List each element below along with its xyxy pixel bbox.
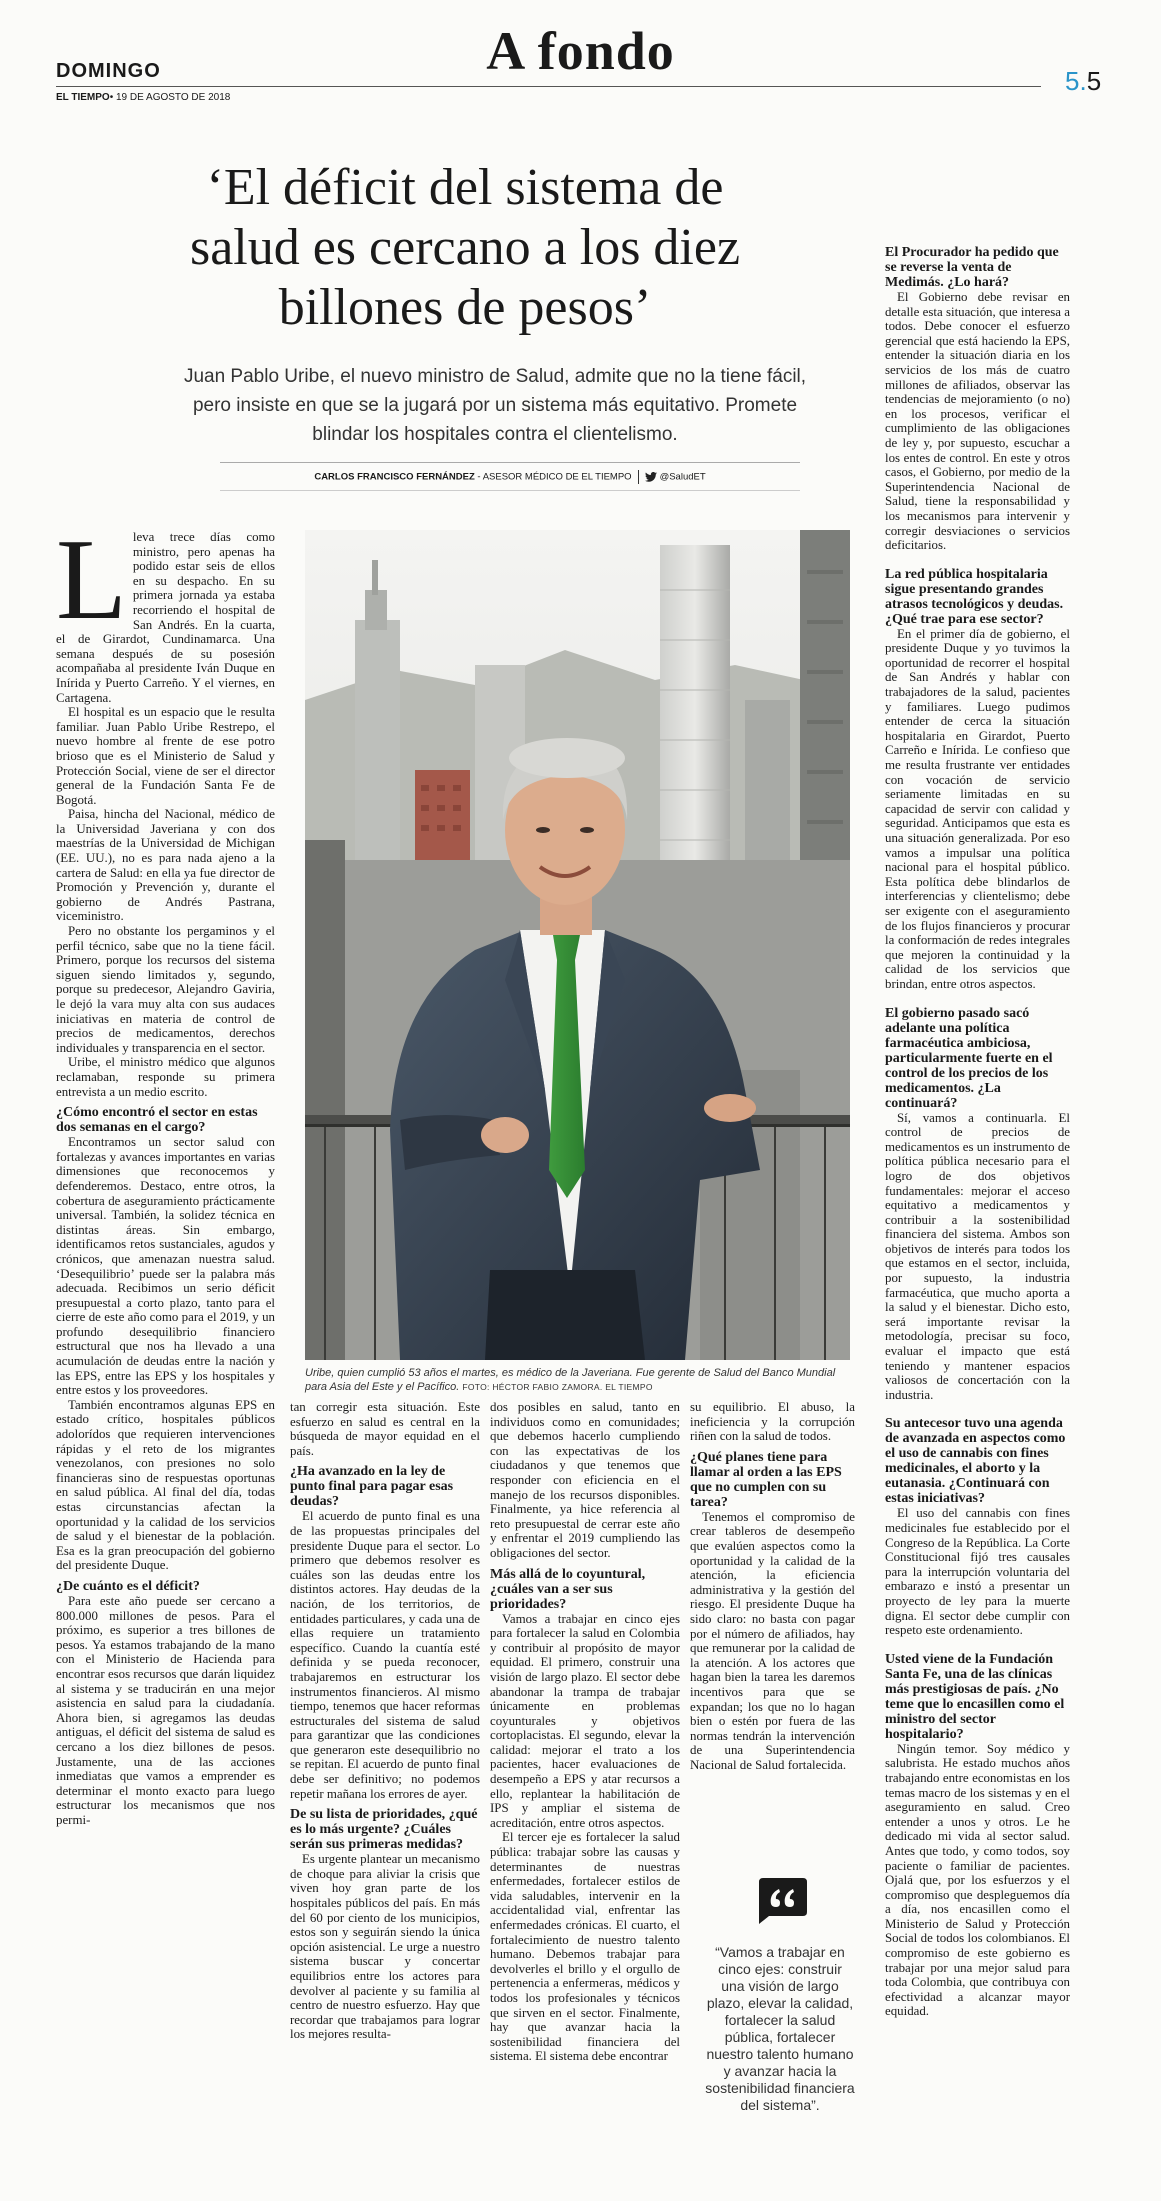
header-rule [56,86,1041,87]
question-heading: De su lista de prioridades, ¿qué es lo más urgente? ¿Cuáles serán sus primeras medidas? [290,1807,478,1853]
page-number-prefix: 5. [1065,66,1087,96]
edition-date: • 19 DE AGOSTO DE 2018 [109,92,231,103]
byline-separator [638,470,639,484]
answer-paragraph: Para este año puede ser cercano a 800.000 millones de pesos. Para el próximo, es superior a tres billones de pesos. Ya estamos trabajando de la mano con el Ministerio de Hacienda para encontrar esos recursos que darán liquidez al sistema y se traducirán en una mejor asistencia en salud para la ciudadanía. Ahora bien, si agregamos las deudas antiguas, el déficit del sistema de salud es cercano a los diez billones de pesos. Justamente, una de las acciones inmediatas que vamos a emprender es determinar el monto exacto para luego estructurar los mecanismos que nos permi- [56,1593,275,1827]
minister-photo-image [305,530,850,1360]
answer-paragraph: El tercer eje es fortalecer la salud pública: trabajar sobre las causas y determinantes de nuestras enfermedades, fortalecer estilos de vida saludables, intervenir en la accidentalidad vial, enfrentar las enfermedades crónicas. El cuarto, el fortalecimiento de nuestro talento humano. Debemos trabajar para devolverles el brillo y el orgullo de pertenencia a enfermeras, médicos y todos los profesionales y técnicos que sirven en el sector. Finalmente, hay que avanzar hacia la sostenibilidad financiera del sistema. El sistema debe encontrar [490,1830,680,2064]
answer-paragraph: El uso del cannabis con fines medicinales fue establecido por el Congreso de la República. La Corte Constitucional fijó tres causales para la interrupción voluntaria del embarazo e instó a presentar un proyecto de ley para la muerte digna. El sector debe cumplir con respeto este ordenamiento. [885,1506,1070,1638]
answer-paragraph: Tenemos el compromiso de crear tableros de desempeño que evalúen aspectos como la oportunidad y la calidad de la atención, la eficiencia administrativa y la gestión del riesgo. El presidente Duque ha sido claro: no basta con pagar por el número de afiliados, hay que remunerar por la calidad de la atención. A los actores que hagan bien la tarea les daremos incentivos para que se expandan; los que no lo hagan bien o estén por fuera de las normas tendrán la intervención de una Superintendencia Nacional de Salud fortalecida. [690,1509,855,1772]
byline [220,470,800,484]
answer-paragraph: su equilibrio. El abuso, la ineficiencia y la corrupción riñen con la salud de todos. [690,1400,855,1444]
answer-paragraph: Sí, vamos a continuarla. El control de precios de medicamentos es un instrumento de política pública necesario para el logro de dos objetivos fundamentales: mejorar el acceso equitativo a medicamentos y contribuir a la sostenibilidad financiera del sistema. Ambos son objetivos de interés para todos los que estamos en el sector, incluida, por supuesto, la industria farmacéutica, que mucho aporta a la salud y el bienestar. Dicho esto, será importante revisar la metodología, precisar su foco, evaluar el impacto que está teniendo y mantener espacios valiosos de concertación con la industria. [885,1110,1070,1402]
question-heading: El gobierno pasado sacó adelante una política farmacéutica ambiciosa, particularmente fuerte en el control de los precios de los medicamentos. ¿La continuará? [885,1005,1053,1111]
paper-name: EL TIEMPO [56,92,110,103]
answer-paragraph: Encontramos un sector salud con fortalezas y avances importantes en varias dimensiones que reconocemos y defenderemos. Destaco, entre otros, la cobertura de aseguramiento prácticamente universal. También, la solidez técnica en distintas áreas. Sin embargo, identificamos retos sustanciales, agudos y crónicos, que amenazan nuestra salud. ‘Desequilibrio’ puede ser la palabra más adecuada. Recibimos un serio déficit presupuestal a corto plazo, tanto para el cierre de este año como para el 2019, y un profundo desequilibrio financiero estructural que nos ha llevado a una acumulación de deudas entre la nación y las EPS, entre las EPS y los hospitales y entre estos y los proveedores. [56,1135,275,1398]
column-3 [490,1400,680,2064]
answer-paragraph: El Gobierno debe revisar en detalle esta situación, que interesa a todos. Debe conocer el esfuerzo gerencial que está haciendo la EPS, entender la situación diaria en los servicios de los más de cuatro millones de afiliados, observar las tendencias de mejoramiento (o no) en los procesos, verificar el cumplimiento de las obligaciones de ley y, por supuesto, escuchar a los entes de control. En este y otros casos, el Gobierno, por medio de la Superintendencia Nacional de Salud, tiene la responsabilidad y los mecanismos para intervenir y corregir desviaciones o servicios deficitarios. [885,290,1070,553]
edition-line [56,92,230,103]
section-day: DOMINGO [56,60,161,82]
answer-paragraph: dos posibles en salud, tanto en individuos como en comunidades; que debemos hacerlo cumpliendo con las expectativas de los ciudadanos y que tenemos que responder con eficiencia en el manejo de los recursos disponibles. Finalmente, ya hice referencia al reto presupuestal de cerrar este año y enfrentar el 2019 cumpliendo las obligaciones del sector. [490,1400,680,1560]
question-heading: El Procurador ha pedido que se reverse la venta de Medimás. ¿Lo hará? [885,245,1059,290]
intro-paragraph: leva trece días como ministro, pero apenas ha podido estar seis de ellos en su despacho. En su primera jornada ya estaba recorriendo el hospital de San Andrés. En la cuarta, el de Girardot, Cundinamarca. Una semana después de su posesión acompañaba al presidente Iván Duque en Inírida y Puerto Carreño. Y el viernes, en Cartagena. [56,530,275,705]
question-heading: ¿Ha avanzado en la ley de punto final para pagar esas deudas? [290,1464,454,1510]
answer-paragraph: En el primer día de gobierno, el presidente Duque y yo tuvimos la oportunidad de recorrer el hospital de San Andrés y hablar con trabajadores de la salud, pacientes y familiares. Luego pudimos entender de cerca la situación hospitalaria en Girardot, Puerto Carreño e Inírida. Le confieso que me resulta frustrante ver entidades con vocación de servicio seriamente limitadas en su capacidad de servir con calidad y seguridad. Anticipamos que esta es una situación generalizada. Por eso vamos a impulsar una política nacional para el hospital público. Esta política debe blindarlos de interferencias y clientelismo; debe ser exigente con el aseguramiento de los flujos financieros y procurar la conformación de redes integrales que mejoren la continuidad y la calidad de los servicios que brindan, entre otros aspectos. [885,626,1070,991]
question-heading: ¿Qué planes tiene para llamar al orden a las EPS que no cumplen con su tarea? [690,1449,842,1510]
answer-paragraph: Ningún temor. Soy médico y salubrista. He estado muchos años trabajando entre economistas en los temas macro de los sistemas y en el aseguramiento en salud. Creo entender a unos y otros. Le he dedicado mi vida al sector salud. Antes que todo, y como todos, soy paciente o familiar de pacientes. Ojalá que, por los esfuerzos y el compromiso que despleguemos día a día, nos encasillen como el Ministerio de Salud y Protección Social de todos los colombianos. El compromiso de este gobierno es trabajar por una mejor salud para toda Colombia, que contribuya con efectividad a alcanzar mayor equidad. [885,1741,1070,2019]
column-4 [690,1400,855,1772]
column-5 [885,245,1070,2019]
answer-paragraph: También encontramos algunas EPS en estado crítico, hospitales públicos adolorídos que requieren intervenciones rápidas y el reto de los migrantes venezolanos, con presiones no solo financieras sino de respuestas oportunas en salud pública. Al final del día, todas estas circunstancias afectan la oportunidad y la calidad de los servicios de salud y el bienestar de la población. Esa es la gran preocupación del gobierno del presidente Duque. [56,1397,275,1573]
twitter-handle[interactable]: @SaludET [659,471,706,483]
answer-paragraph: El acuerdo de punto final es una de las propuestas principales del presidente Duque para el sector. Lo primero que debemos resolver es cuáles son las deudas entre los distintos actores. Hay deudas de la nación, de los territorios, de entidades particulares, y cada una de ellas requiere un tratamiento específico. Cuando la cuantía esté definida y se pueda reconocer, trabajaremos en estructurar los instrumentos financieros. Al mismo tiempo, tenemos que hacer reformas estructurales del sistema de salud para garantizar que las condiciones que generaron este desequilibrio no se repitan. El acuerdo de punto final debe ser definitivo; no podemos repetir mañana los errores de ayer. [290,1509,480,1801]
twitter-icon [645,472,657,482]
page-number-main: 5 [1086,66,1102,96]
intro-paragraph: El hospital es un espacio que le resulta familiar. Juan Pablo Uribe Restrepo, el nuevo hombre al frente de ese potro brioso que es el Ministerio de Salud y Protección Social, viene de ser el director general de la Fundación Santa Fe de Bogotá. [56,705,275,807]
answer-paragraph: Vamos a trabajar en cinco ejes para fortalecer la salud en Colombia y contribuir al propósito de mayor equidad. El primero, construir una visión de largo plazo. El sector debe abandonar la trampa de trabajar únicamente en problemas coyunturales y objetivos cortoplacistas. El segundo, elevar la calidad: mejorar el trato a los pacientes, hacer evaluaciones de desempeño a EPS y atar recursos a ello, replantear la habilitación de IPS y ampliar el sistema de acreditación, entre otros aspectos. [490,1611,680,1830]
photo-credit: FOTO: HÉCTOR FABIO ZAMORA. EL TIEMPO [462,1382,653,1392]
intro-paragraph: Pero no obstante los pergaminos y el perfil técnico, sabe que no la tiene fácil. Primero, porque los recursos del sistema siguen siendo limitados y, segundo, porque su predecesor, Alejandro Gaviria, le dejó la vara muy alta con sus audaces iniciativas en materia de control de precios de medicamentos, derechos individuales y transparencia en el sector. [56,924,275,1055]
question-heading: Más allá de lo coyuntural, ¿cuáles van a ser sus prioridades? [490,1566,646,1612]
question-heading: ¿Cómo encontró el sector en estas dos semanas en el cargo? [56,1105,258,1136]
column-2 [290,1400,480,2042]
answer-paragraph: Es urgente plantear un mecanismo de choque para aliviar la crisis que viven hoy gran parte de los hospitales públicos del país. En más del 60 por ciento de los municipios, estos son y seguirán siendo la única opción asistencial. Le urge a nuestro sistema buscar y concertar equilibrios entre los actores para devolver al paciente y su familia al centro de nuestro esfuerzo. Hay que recordar que trabajamos para lograr los mejores resulta- [290,1852,480,2042]
question-heading: La red pública hospitalaria sigue presentando grandes atrasos tecnológicos y deudas. ¿Qué trae para ese sector? [885,566,1064,627]
byline-rule-top [220,462,800,463]
minister-photo [305,530,850,1360]
caption-text: Uribe, quien cumplió 53 años el martes, es médico de la Javeriana. Fue gerente de Salud del Banco Mundial para Asia del Este y el Pacífico. [305,1367,836,1393]
drop-cap: L [56,516,127,644]
answer-paragraph: tan corregir esta situación. Este esfuerzo en salud es central en la búsqueda de mayor equidad en el país. [290,1400,480,1458]
question-heading: ¿De cuánto es el déficit? [56,1578,200,1594]
intro-paragraph: Uribe, el ministro médico que algunos reclamaban, responde su primera entrevista a un medio escrito. [56,1055,275,1099]
photo-caption [305,1366,850,1394]
byline-rule-bottom [220,490,800,491]
intro-paragraph: Paisa, hincha del Nacional, médico de la Universidad Javeriana y con dos maestrías de la Universidad de Michigan (EE. UU.), no es para nada ajeno a la cartera de Salud: en ella ya fue director de Promoción y Prevención y, durante el gobierno de Andrés Pastrana, viceministro. [56,807,275,924]
article-title: ‘El déficit del sistema de salud es cercano a los diez billones de pesos’ [189,159,741,336]
column-1 [56,516,275,1827]
quote-mark-icon [755,1878,807,1928]
section-title: A fondo [486,21,675,81]
author-name: CARLOS FRANCISCO FERNÁNDEZ [314,471,475,483]
question-heading: Usted viene de la Fundación Santa Fe, una de las clínicas más prestigiosas de país. ¿No teme que lo encasillen como el ministro del sector hospitalario? [885,1651,1065,1742]
author-role: - ASESOR MÉDICO DE EL TIEMPO [474,471,632,483]
page-number [1065,66,1101,97]
article-dek: Juan Pablo Uribe, el nuevo ministro de Salud, admite que no la tiene fácil, pero insiste en que se la jugará por un sistema más equitativo. Promete blindar los hospitales contra el clientelismo. [183,366,807,445]
question-heading: Su antecesor tuvo una agenda de avanzada en aspectos como el uso de cannabis con fines medicinales, el aborto y la eutanasia. ¿Continuará con estas iniciativas? [885,1416,1066,1507]
pull-quote: “Vamos a trabajar en cinco ejes: construir una visión de largo plazo, elevar la calidad, fortalecer la salud pública, fortalecer nuestro talento humano y avanzar hacia la sostenibilidad financiera del sistema”. [705,1944,855,2113]
